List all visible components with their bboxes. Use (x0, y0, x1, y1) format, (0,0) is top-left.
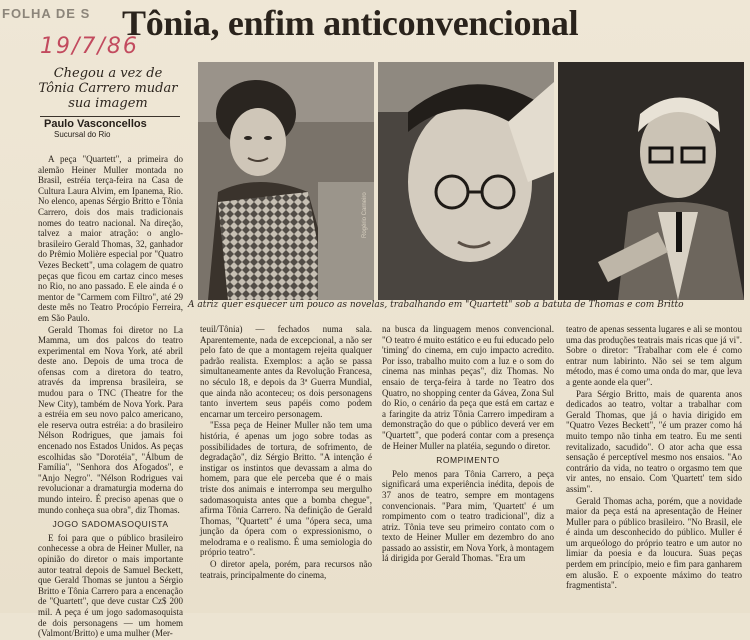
author-name: Paulo Vasconcellos (44, 118, 147, 130)
paragraph: Para Sérgio Britto, mais de quarenta anos dedicados ao teatro, voltar a trabalhar com Gerald Thomas, que já o havia dirigido em "Quatro Vezes Beckett", "é um prazer como há muito tempo não tinha em teatro. Eu me senti revitalizado, sacudido". O ator acha que essa sensação é perceptível mesmo nos ensaios. "Ao contrário da vida, no teatro o orgasmo tem que vir antes, no ensaio. Com 'Quartett' tem sido assim". (566, 388, 742, 494)
section-heading: ROMPIMENTO (436, 455, 500, 466)
section-heading: JOGO SADOMASOQUISTA (52, 519, 169, 530)
newspaper-masthead: FOLHA DE S (2, 6, 91, 21)
paragraph: Gerald Thomas foi diretor no La Mamma, um dos palcos do teatro experimental em Nova York, até abril deste ano. Depois de uma troca de ofensas com a diretora do teatro, através da imprensa brasileira, se mudou para o TNC (Theatre for the New City), também de Nova York. Para a estréia em seu novo palco americano, ele reserva outra estréia: a do brasileiro Nélson Rodrigues, que jamais foi encenado nos Estados Unidos. As peças escolhidas são "Dorotéia", "Álbum de Família", "Senhora dos Afogados", e "Anjo Negro". "Nélson Rodrigues vai revolucionar a dramaturgia moderna do mundo inteiro. É preciso apenas que o mundo conheça sua obra", diz Thomas. (38, 324, 183, 515)
author-department: Sucursal do Rio (54, 130, 111, 139)
paragraph: A peça "Quartett", a primeira do alemão Heiner Muller montada no Brasil, estréia terça-feira na Casa de Cultura Laura Alvim, em Ipanema, Rio. No elenco, apenas Sérgio Britto e Tônia Carrero, dois dos mais tradicionais nomes do teatro nacional. Na direção, talvez a maior atração: o anglo-brasileiro Gerald Thomas, 32, ganhador do Prêmio Molière especial por "Quatro Vezes Beckett", uma colagem de quatro peças que ficou em cartaz cinco meses no Rio, no ano passado. E ele ainda é o mentor de "Carmem com Filtro", até 29 deste mês no Teatro Procópio Ferreira, em São Paulo. (38, 154, 183, 323)
article-column-4 (566, 324, 742, 592)
paragraph: teatro de apenas sessenta lugares e ali se montou uma das produções teatrais mais ricas que já vi". Sobre o diretor: "Trabalhar com ele é como entrar num labirinto. Não sei se tem algum método, mas é como uma onda do mar, que leva a gente aonde ela quer". (566, 324, 742, 387)
byline-rule (40, 116, 180, 117)
headline: Tônia, enfim anticonvencional (122, 3, 579, 43)
paragraph: Gerald Thomas acha, porém, que a novidade maior da peça está na apresentação de Heiner Muller para o público brasileiro. "No Brasil, ele é ainda um desconhecido do público. Muller é um arqueólogo do próprio teatro e um autor no limiar da poesia e da loucura. Suas peças perdem em princípio, meio e fim para ganharem em alusão. E o expoente máximo do teatro fragmentista". (566, 495, 742, 591)
photo-tonia-carrero (198, 62, 374, 300)
subtitle: Chegou a vez de Tônia Carrero mudar sua imagem (38, 66, 178, 111)
photo-credit: Rogério Carneiro (362, 192, 368, 238)
paragraph: teuil/Tônia) — fechados numa sala. Aparentemente, nada de excepcional, a não ser pelo fato de que a montagem rejeita qualquer padrão realista. Exemplos: a ação se passa simultaneamente antes da Revolução Francesa, no século 18, e depois da 3ª Guerra Mundial, que ainda não aconteceu; os dois personagens tanto invertem seus papéis como podem encarnar um terceiro personagem. (200, 324, 372, 419)
paragraph: "Essa peça de Heiner Muller não tem uma história, é apenas um jogo sobre todas as possibilidades de tortura, de sofrimento, de degradação", diz Sérgio Britto. "A intenção é instigar os instintos que devassam a alma do homem, para que ele perceba que é o mais triste dos animais e interrompa seu mergulho sadomasoquista antes que a bomba chegue", afirma Tônia Carrero. Na definição de Gerald Thomas, "Quartett" é uma "ópera seca, uma junção da ópera com o expressionismo, o melodrama e o realismo. É uma semiologia do próprio teatro". (200, 420, 372, 558)
paragraph: O diretor apela, porém, para recursos não teatrais, principalmente do cinema, (200, 559, 372, 580)
article-column-1 (38, 154, 183, 640)
photo-gerald-thomas (558, 62, 744, 300)
paragraph: na busca da linguagem menos convencional. "O teatro é muito estático e eu fui educado pelo 'timing' do cinema, em cujo impacto acredito. Por isso, trabalho muito com a luz e o som do cinema nas minhas peças", diz Thomas. No ensaio de terça-feira à tarde no Teatro dos Quatro, no shopping center da Gávea, Zona Sul do Rio, o cenário da peça que está em cartaz e a faringite da atriz Tônia Carrero impediram a demonstração do que o público deverá ver em "Quartett", que poderá contar com a presença de Heiner Muller na platéia, segundo o diretor. (382, 324, 554, 451)
paragraph: E foi para que o público brasileiro conhecesse a obra de Heiner Muller, na opinião do diretor o mais importante autor teatral depois de Samuel Beckett, que Gerald Thomas se juntou a Sérgio Britto e Tônia Carrero para a encenação de "Quartett", que deve custar Cz$ 200 mil. A peça é um jogo sadomasoquista de dois personagens — um homem (Valmont/Britto) e uma mulher (Mer- (38, 532, 183, 639)
paragraph: Pelo menos para Tônia Carrero, a peça significará uma experiência inédita, depois de 37 anos de teatro, sempre em montagens convencionais. "Para mim, 'Quartett' é um rompimento com o teatro tradicional", diz a atriz. Tônia teve seu primeiro contato com o texto de Heiner Muller em dezembro do ano passado ao assistir, em Nova York, à montagem lá dirigida por Gerald Thomas. "Era um (382, 468, 554, 564)
article-column-2 (200, 324, 372, 581)
byline (44, 118, 184, 139)
article-column-3 (382, 324, 554, 565)
handwritten-date: 19/7/86 (40, 34, 139, 59)
photo-sergio-britto (378, 62, 554, 300)
photo-caption: A atriz quer esquecer um pouco as novelas, trabalhando em "Quartett" sob a batuta de Thomas e com Britto (188, 300, 684, 310)
